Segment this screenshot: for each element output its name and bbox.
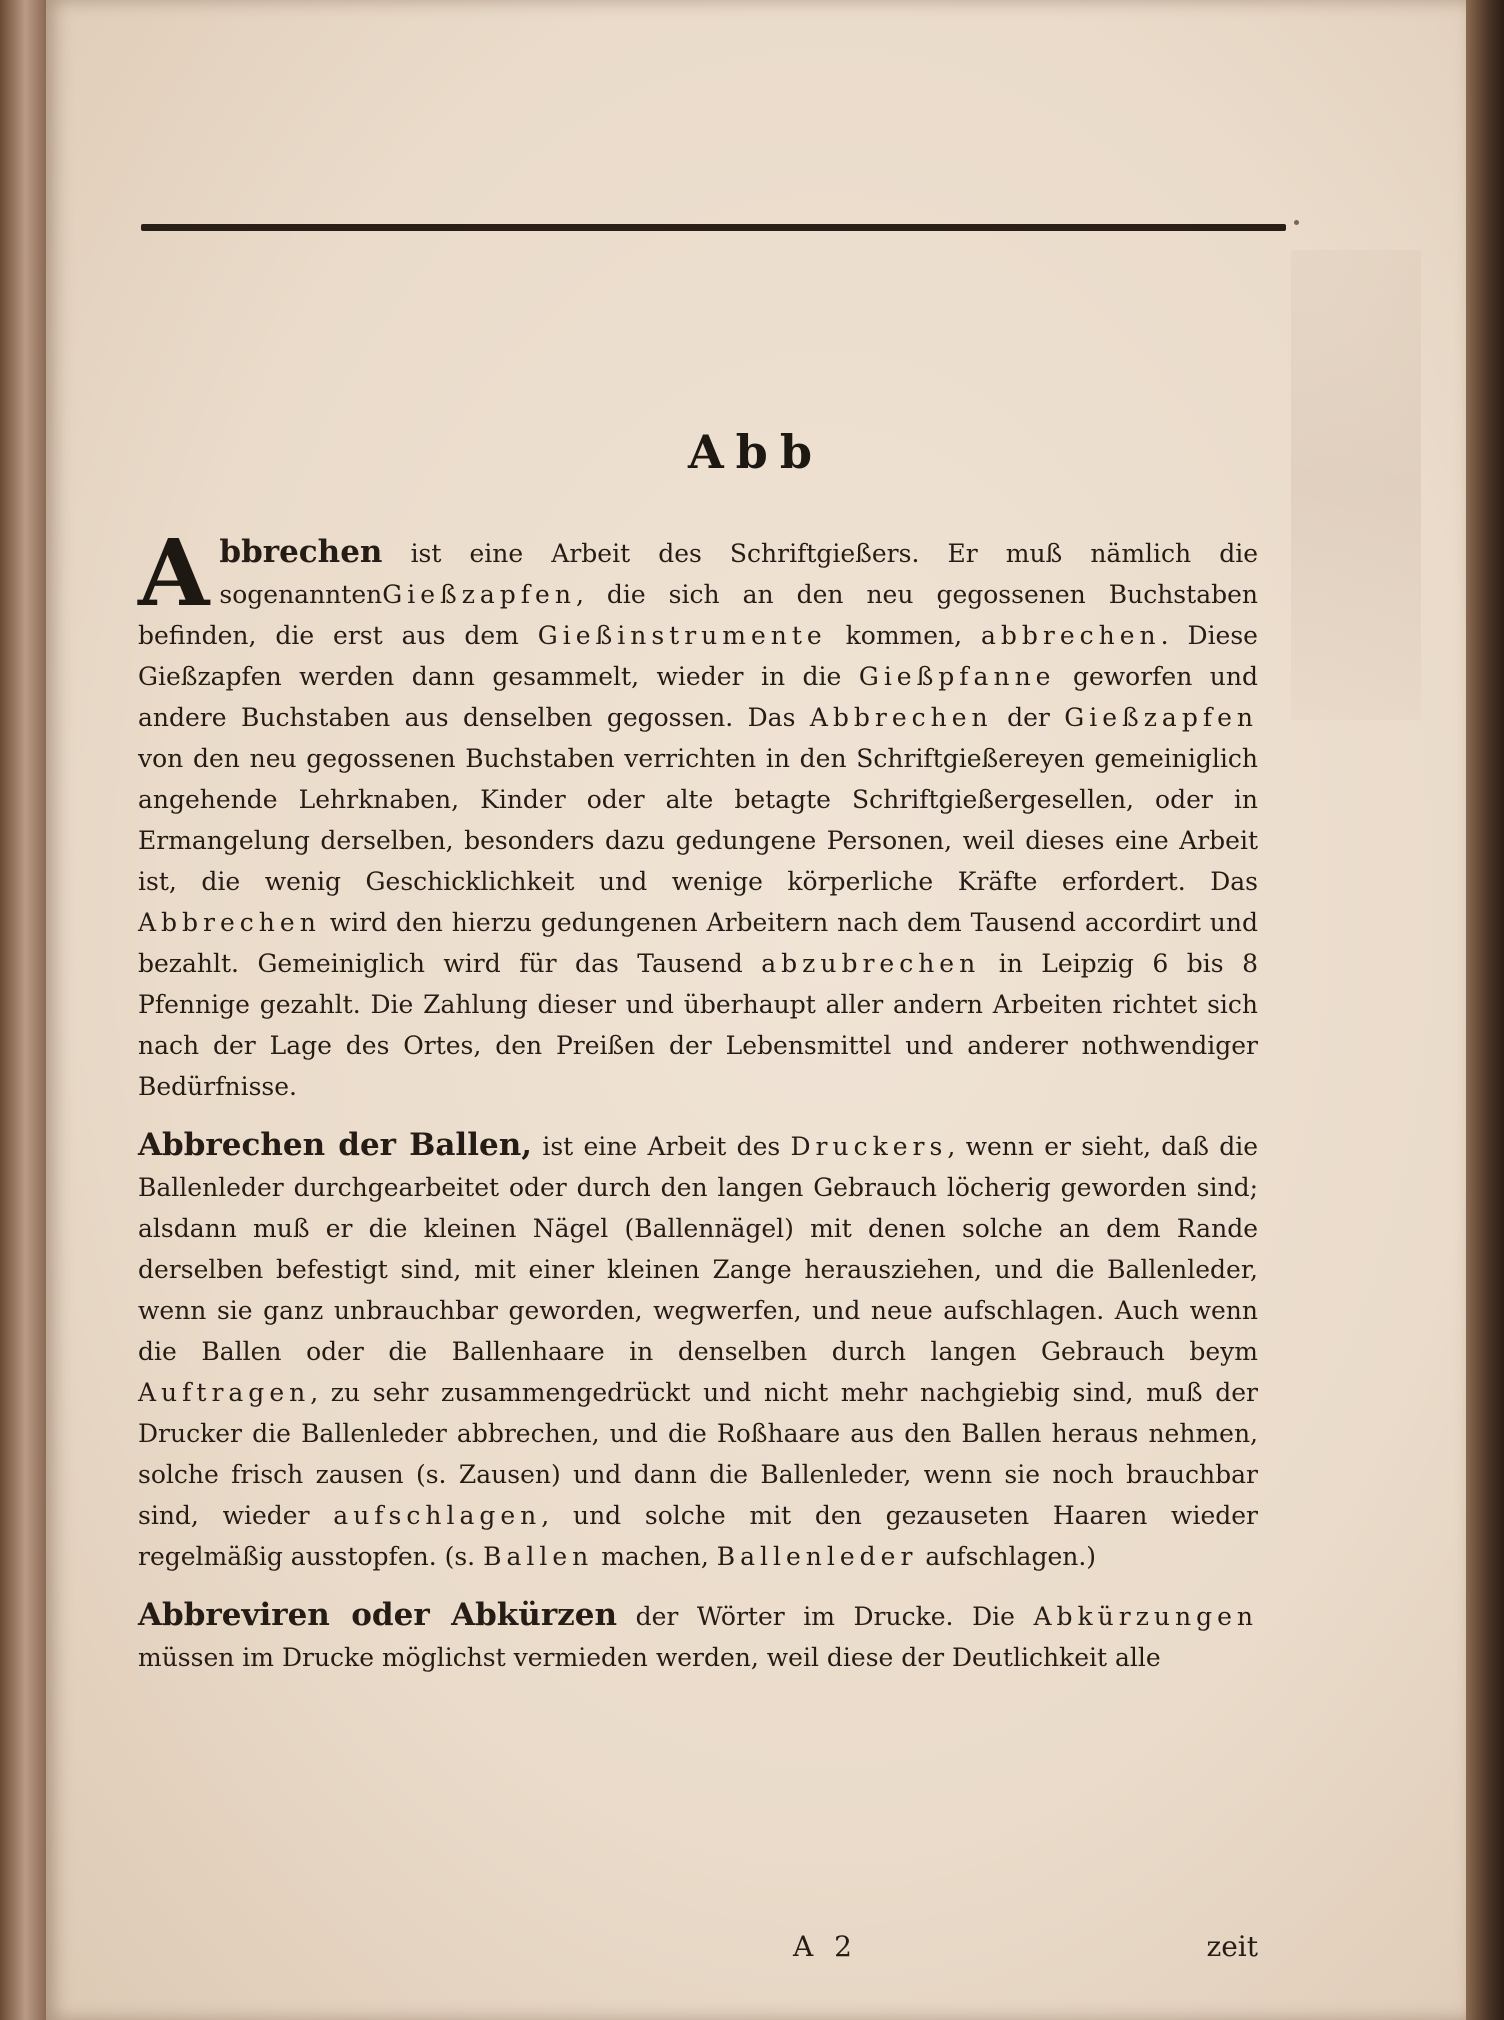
- entry-headword: Abbrechen der Ballen,: [138, 1127, 533, 1163]
- text-run: in Leipzig 6 bis 8 Pfennige gezahlt. Die Zahlung dieser und überhaupt aller andern Arbeiten richtet sich nach der Lage des Ortes, den Preißen der Lebensmittel und anderer nothwendiger Bedürfnisse.: [138, 949, 1258, 1101]
- spaced-term: Auftragen: [138, 1378, 311, 1407]
- text-run: , wenn er sieht, daß die Ballenleder durchgearbeitet oder durch den langen Gebrauch löcherig geworden sind; alsdann muß er die kleinen Nägel (Ballennägel) mit denen solche an dem Rande derselben befestigt sind, mit einer kleinen Zange herausziehen, und die Ballenleder, wenn sie ganz unbrauchbar geworden, wegwerfen, und neue aufschlagen. Auch wenn die Ballen oder die Ballenhaare in denselben durch langen Gebrauch beym: [138, 1132, 1258, 1366]
- spaced-term: Abbrechen: [138, 908, 321, 937]
- entry-abbrechen-der-ballen: [138, 1125, 1258, 1577]
- spaced-term: Gießpfanne: [858, 662, 1056, 691]
- text-run: , die sich an den neu gegossenen Buchstaben befinden, die erst aus dem: [138, 580, 1258, 650]
- spaced-term: Gießinstrumente: [537, 621, 827, 650]
- header-rule: [141, 224, 1286, 231]
- entry-abbrechen: [138, 519, 1259, 1107]
- spaced-term: aufschlagen: [333, 1501, 542, 1530]
- spaced-term: Abkürzungen: [1033, 1602, 1258, 1631]
- text-run: müssen im Drucke möglichst vermieden werden, weil diese der Deutlichkeit alle: [138, 1643, 1161, 1672]
- book-page: [46, 0, 1466, 2020]
- text-run: machen,: [593, 1542, 717, 1571]
- text-run: , zu sehr zusammengedrückt und nicht mehr nachgiebig sind, muß der Drucker die Ballenleder abbrechen, und die Roßhaare aus den Ballen heraus nehmen, solche frisch zausen (s. Zausen) und dann die Ballenleder, wenn sie noch brauchbar sind, wieder: [138, 1378, 1258, 1530]
- text-run: , und solche mit den gezauseten Haaren wieder regelmäßig ausstopfen. (s.: [138, 1501, 1258, 1571]
- rule-end-mark: [1294, 220, 1299, 225]
- text-run: von den neu gegossenen Buchstaben verrichten in den Schriftgießereyen gemeiniglich angehende Lehrknaben, Kinder oder alte betagte Schriftgießergesellen, oder in Ermangelung derselben, besonders dazu gedungene Personen, weil dieses eine Arbeit ist, die wenig Geschicklichkeit und wenige körperliche Kräfte erfordert. Das: [138, 744, 1258, 896]
- text-run: kommen,: [826, 621, 981, 650]
- spaced-term: Gießzapfen: [1064, 703, 1258, 732]
- right-page-edge: [1466, 0, 1504, 2020]
- show-through-shadow: [1291, 250, 1421, 720]
- page-header: Abb: [687, 425, 825, 479]
- left-page-edge: [0, 0, 46, 2020]
- spaced-term: Ballenleder: [716, 1542, 918, 1571]
- entry-text: [138, 580, 1258, 1101]
- signature-mark: A 2: [793, 1930, 858, 1963]
- text-run: wird den hierzu gedungenen Arbeitern nach dem Tausend accordirt und bezahlt. Gemeiniglich wird für das Tausend: [138, 908, 1258, 978]
- spaced-term: Ballen: [483, 1542, 594, 1571]
- spaced-term: Abbrechen: [809, 703, 993, 732]
- text-run: der: [992, 703, 1065, 732]
- spaced-term: abzubrechen: [761, 949, 981, 978]
- entry-headword: Abbreviren oder Abkürzen: [138, 1597, 618, 1633]
- text-run: . Diese Gießzapfen werden dann gesammelt, wieder in die: [138, 621, 1258, 691]
- catchword: zeit: [1206, 1930, 1258, 1963]
- entry-headword: bbrechen: [219, 534, 383, 570]
- text-run: ist eine Arbeit des: [532, 1132, 791, 1161]
- spaced-term: abbrechen: [981, 621, 1161, 650]
- entry-text: [138, 1132, 1258, 1571]
- body-text: [138, 519, 1259, 1696]
- page-footer: [138, 1930, 1258, 1970]
- spaced-term: Gießzapfen: [382, 580, 576, 609]
- entry-lead-text: ist eine Arbeit des Schriftgießers. Er muß nämlich die sogenannten: [219, 539, 1258, 609]
- spaced-term: Druckers: [790, 1132, 948, 1161]
- entry-abbreviren: [138, 1595, 1258, 1678]
- text-run: aufschlagen.): [917, 1542, 1097, 1571]
- text-run: geworfen und andere Buchstaben aus denselben gegossen. Das: [138, 662, 1259, 732]
- text-run: der Wörter im Drucke. Die: [617, 1602, 1034, 1631]
- drop-capital: A: [138, 519, 210, 627]
